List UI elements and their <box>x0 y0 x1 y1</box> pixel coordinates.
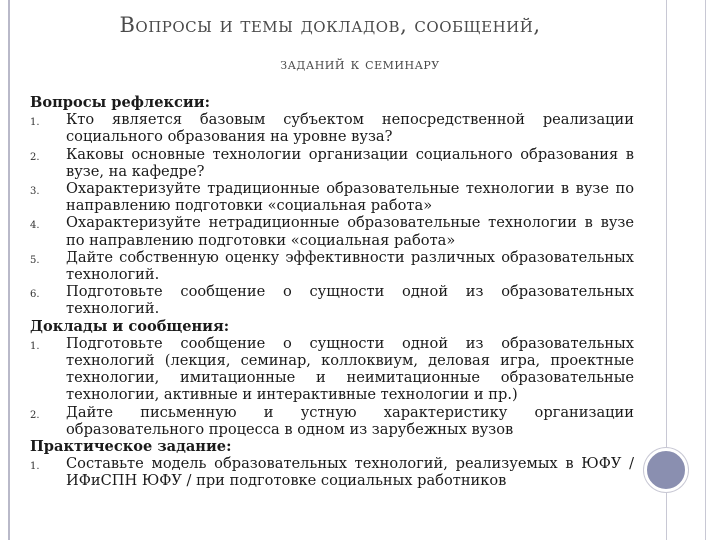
decor-circle <box>644 448 688 492</box>
section-heading: Практическое задание: <box>30 438 232 456</box>
section-reflection <box>30 94 634 318</box>
slide-body <box>30 94 634 490</box>
item-text: Дайте письменную и устную характеристику организации образовательного процесса в одном из зарубежных вузов <box>66 403 634 438</box>
list-item <box>30 283 634 317</box>
item-text: Составьте модель образовательных технологий, реализуемых в ЮФУ / ИФиСПН ЮФУ / при подготовке социальных работников <box>66 455 634 490</box>
question-list <box>30 111 634 317</box>
item-number: 2. <box>30 409 40 421</box>
list-item <box>30 214 634 248</box>
title-line-1: Вопросы и темы докладов, сообщений, <box>119 13 541 37</box>
item-number: 1. <box>30 461 40 473</box>
section-heading: Доклады и сообщения: <box>30 317 230 335</box>
item-text: Охарактеризуйте традиционные образовательные технологии в вузе по направлению подготовки «социальная работа» <box>66 180 634 215</box>
list-item <box>30 404 634 438</box>
item-number: 6. <box>30 289 40 301</box>
item-number: 1. <box>30 117 40 129</box>
title-line-2: заданий к семинару <box>280 54 440 73</box>
section-reports <box>30 318 634 438</box>
item-number: 3. <box>30 186 40 198</box>
item-text: Кто является базовым субъектом непосредственной реализации социального образования на уровне вуза? <box>66 111 634 146</box>
section-heading: Вопросы рефлексии: <box>30 94 210 111</box>
list-item <box>30 146 634 180</box>
item-number: 1. <box>30 340 40 352</box>
item-text: Подготовьте сообщение о сущности одной из образовательных технологий. <box>66 283 634 318</box>
report-list <box>30 335 634 438</box>
section-practical <box>30 438 634 490</box>
list-item <box>30 455 634 489</box>
item-text: Подготовьте сообщение о сущности одной из образовательных технологий (лекция, семинар, коллоквиум, деловая игра, проектные технологии, имитационные и неимитационные образовательные технологии, активные и интерактивные технологии и пр.) <box>66 334 634 404</box>
list-item <box>30 180 634 214</box>
item-number: 5. <box>30 254 40 266</box>
list-item <box>30 335 634 404</box>
slide-title <box>20 10 640 78</box>
list-item <box>30 111 634 145</box>
task-list <box>30 455 634 489</box>
list-item <box>30 249 634 283</box>
item-text: Каковы основные технологии организации социального образования в вузе, на кафедре? <box>66 145 634 180</box>
item-number: 4. <box>30 220 40 232</box>
left-decor-rule <box>8 0 10 540</box>
item-text: Охарактеризуйте нетрадиционные образовательные технологии в вузе по направлению подготовки «социальная работа» <box>66 214 634 249</box>
item-number: 2. <box>30 151 40 163</box>
item-text: Дайте собственную оценку эффективности различных образовательных технологий. <box>66 248 634 284</box>
